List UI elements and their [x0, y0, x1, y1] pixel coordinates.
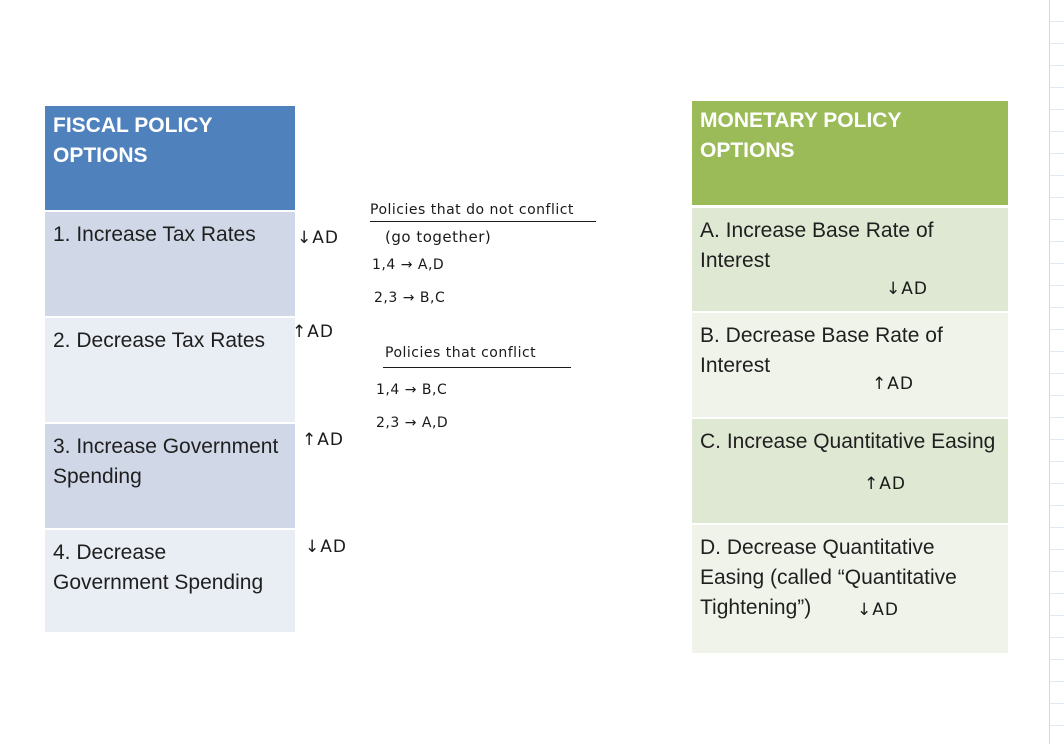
fiscal-note-2: ↑AD — [292, 322, 334, 342]
monetary-table-header: MONETARY POLICY OPTIONS — [692, 101, 1008, 205]
conflict-line-1: 1,4 → B,C — [376, 382, 448, 398]
window-edge-strip — [1049, 0, 1064, 744]
no-conflict-line-1: 1,4 → A,D — [372, 257, 445, 273]
no-conflict-underline — [370, 221, 596, 222]
fiscal-table-header: FISCAL POLICY OPTIONS — [45, 106, 295, 210]
fiscal-note-1: ↓AD — [297, 228, 339, 248]
monetary-note-c: ↑AD — [864, 474, 906, 494]
monetary-note-a: ↓AD — [886, 279, 928, 299]
no-conflict-line-2: 2,3 → B,C — [374, 290, 446, 306]
monetary-option-b: B. Decrease Base Rate of Interest — [692, 313, 1008, 417]
fiscal-option-1: 1. Increase Tax Rates — [45, 212, 295, 316]
fiscal-note-4: ↓AD — [305, 537, 347, 557]
fiscal-note-3: ↑AD — [302, 430, 344, 450]
monetary-policy-table — [692, 101, 1008, 653]
conflict-line-2: 2,3 → A,D — [376, 415, 449, 431]
fiscal-option-4: 4. Decrease Government Spending — [45, 530, 295, 632]
fiscal-option-3: 3. Increase Government Spending — [45, 424, 295, 528]
monetary-option-d: D. Decrease Quantitative Easing (called “Quantitative Tightening”) — [692, 525, 1008, 653]
monetary-note-d: ↓AD — [857, 600, 899, 620]
conflict-title: Policies that conflict — [385, 345, 537, 361]
conflict-underline — [383, 367, 571, 368]
monetary-note-b: ↑AD — [872, 374, 914, 394]
no-conflict-subtitle: (go together) — [385, 228, 492, 246]
no-conflict-title: Policies that do not conflict — [370, 202, 574, 218]
monetary-option-c: C. Increase Quantitative Easing — [692, 419, 1008, 523]
monetary-option-a: A. Increase Base Rate of Interest — [692, 208, 1008, 311]
fiscal-policy-table — [45, 106, 295, 632]
fiscal-option-2: 2. Decrease Tax Rates — [45, 318, 295, 422]
